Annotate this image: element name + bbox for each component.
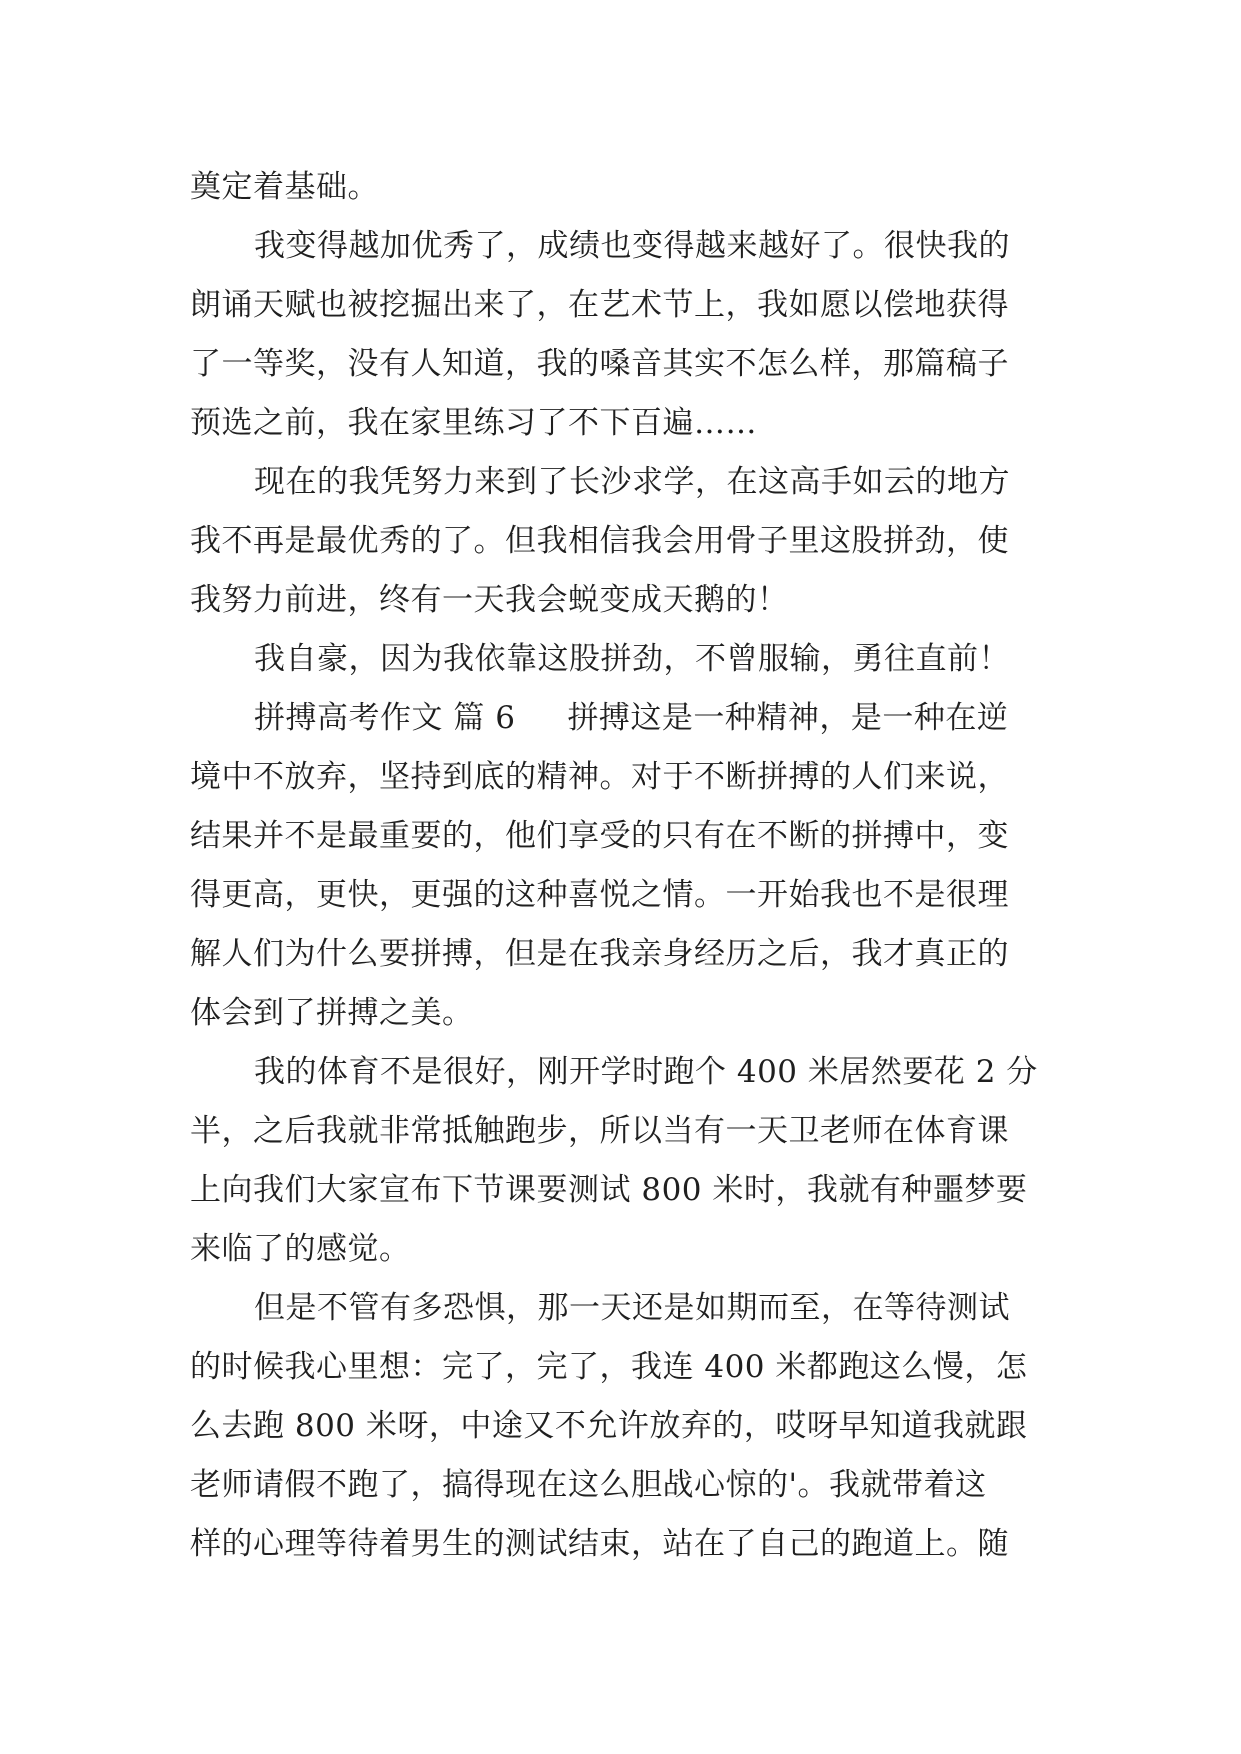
text-line: [190, 1102, 1070, 1161]
text-line-content: 预选之前，我在家里练习了不下百遍……: [190, 405, 757, 441]
text-line: [190, 394, 1070, 453]
document-body: [190, 158, 1070, 1574]
text-line: [190, 1397, 1070, 1456]
text-line-content: 我努力前进，终有一天我会蜕变成天鹅的！: [190, 582, 789, 618]
text-line: [190, 925, 1070, 984]
text-line-content: 我自豪，因为我依靠这股拼劲，不曾服输，勇往直前！: [254, 641, 1010, 677]
text-line-content: 样的心理等待着男生的测试结束，站在了自己的跑道上。随: [190, 1526, 1009, 1562]
text-line-content: 半，之后我就非常抵触跑步，所以当有一天卫老师在体育课: [190, 1113, 1009, 1149]
text-line: [190, 1220, 1070, 1279]
text-line-content: 解人们为什么要拼搏，但是在我亲身经历之后，我才真正的: [190, 936, 1009, 972]
text-line-content: 来临了的感觉。: [190, 1231, 411, 1267]
text-line: [190, 689, 1070, 748]
text-line-content: 结果并不是最重要的，他们享受的只有在不断的拼搏中，变: [190, 818, 1009, 854]
text-line-content: 了一等奖，没有人知道，我的嗓音其实不怎么样，那篇稿子: [190, 346, 1009, 382]
text-line-content: 现在的我凭努力来到了长沙求学，在这高手如云的地方: [254, 464, 1010, 500]
text-line: [190, 158, 1070, 217]
text-line-content: 拼搏高考作文 篇 6: [254, 700, 516, 736]
text-line: [190, 571, 1070, 630]
text-line-content: 我不再是最优秀的了。但我相信我会用骨子里这股拼劲，使: [190, 523, 1009, 559]
text-line: [190, 1279, 1070, 1338]
text-line: [190, 1338, 1070, 1397]
text-line: [190, 748, 1070, 807]
text-line: [190, 217, 1070, 276]
text-line: [190, 807, 1070, 866]
text-line-content: 上向我们大家宣布下节课要测试 800 米时，我就有种噩梦要: [190, 1172, 1028, 1208]
text-line-content: 奠定着基础。: [190, 169, 379, 205]
text-line-content: 老师请假不跑了，搞得现在这么胆战心惊的'。我就带着这: [190, 1467, 987, 1503]
text-line-content: 但是不管有多恐惧，那一天还是如期而至，在等待测试: [254, 1290, 1010, 1326]
text-line-content: 得更高，更快，更强的这种喜悦之情。一开始我也不是很理: [190, 877, 1009, 913]
text-line: [190, 276, 1070, 335]
text-line: [190, 1456, 1070, 1515]
text-line-continuation: 拼搏这是一种精神，是一种在逆: [567, 700, 1009, 736]
text-line-content: 境中不放弃，坚持到底的精神。对于不断拼搏的人们来说，: [190, 759, 1009, 795]
text-line: [190, 1161, 1070, 1220]
text-line: [190, 630, 1070, 689]
text-line: [190, 512, 1070, 571]
text-line-content: 我变得越加优秀了，成绩也变得越来越好了。很快我的: [254, 228, 1010, 264]
text-line-content: 朗诵天赋也被挖掘出来了，在艺术节上，我如愿以偿地获得: [190, 287, 1009, 323]
text-line: [190, 335, 1070, 394]
text-line: [190, 1515, 1070, 1574]
text-line: [190, 866, 1070, 925]
text-line-content: 我的体育不是很好，刚开学时跑个 400 米居然要花 2 分: [254, 1054, 1038, 1090]
text-line-content: 么去跑 800 米呀，中途又不允许放弃的，哎呀早知道我就跟: [190, 1408, 1028, 1444]
text-line: [190, 453, 1070, 512]
text-line-content: 体会到了拼搏之美。: [190, 995, 474, 1031]
text-line-content: 的时候我心里想：完了，完了，我连 400 米都跑这么慢，怎: [190, 1349, 1028, 1385]
text-line: [190, 984, 1070, 1043]
text-line: [190, 1043, 1070, 1102]
